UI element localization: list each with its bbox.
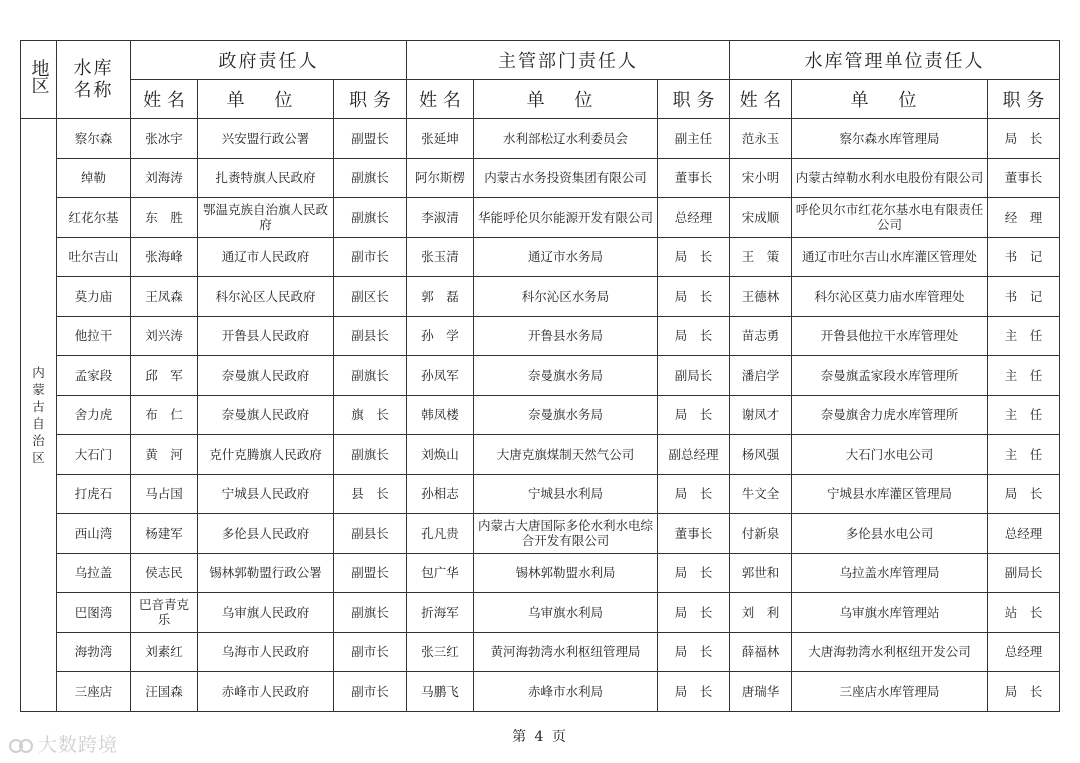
dept-unit: 奈曼旗水务局 bbox=[474, 356, 658, 396]
table-row bbox=[21, 553, 1060, 593]
gov-title: 副县长 bbox=[334, 316, 407, 356]
table-row bbox=[21, 198, 1060, 238]
dept-title: 副总经理 bbox=[658, 435, 730, 475]
mgmt-person-name: 付新泉 bbox=[730, 514, 792, 554]
gov-unit: 乌审旗人民政府 bbox=[198, 593, 334, 633]
watermark-logo-icon bbox=[8, 735, 34, 757]
mgmt-title: 董事长 bbox=[988, 158, 1060, 198]
mgmt-person-name: 苗志勇 bbox=[730, 316, 792, 356]
header-region: 地区 bbox=[21, 41, 57, 119]
dept-title: 局 长 bbox=[658, 237, 730, 277]
region-cell bbox=[21, 119, 57, 712]
table-row bbox=[21, 435, 1060, 475]
mgmt-title: 副局长 bbox=[988, 553, 1060, 593]
gov-title: 副旗长 bbox=[334, 356, 407, 396]
dept-unit: 开鲁县水务局 bbox=[474, 316, 658, 356]
dept-person-name: 马鹏飞 bbox=[407, 672, 474, 712]
dept-title: 局 长 bbox=[658, 277, 730, 317]
mgmt-unit: 呼伦贝尔市红花尔基水电有限责任公司 bbox=[792, 198, 988, 238]
mgmt-unit: 奈曼旗孟家段水库管理所 bbox=[792, 356, 988, 396]
gov-title: 旗 长 bbox=[334, 395, 407, 435]
gov-unit: 克什克腾旗人民政府 bbox=[198, 435, 334, 475]
dept-person-name: 孙凤军 bbox=[407, 356, 474, 396]
gov-unit: 宁城县人民政府 bbox=[198, 474, 334, 514]
gov-unit: 鄂温克族自治旗人民政府 bbox=[198, 198, 334, 238]
mgmt-unit: 通辽市吐尔吉山水库灌区管理处 bbox=[792, 237, 988, 277]
header-department: 主管部门责任人 bbox=[407, 41, 730, 80]
header-gov-name: 姓 名 bbox=[131, 80, 198, 119]
dept-unit: 奈曼旗水务局 bbox=[474, 395, 658, 435]
mgmt-title: 总经理 bbox=[988, 514, 1060, 554]
gov-person-name: 刘兴涛 bbox=[131, 316, 198, 356]
dept-person-name: 包广华 bbox=[407, 553, 474, 593]
mgmt-title: 经 理 bbox=[988, 198, 1060, 238]
dept-unit: 内蒙古大唐国际多伦水利水电综合开发有限公司 bbox=[474, 514, 658, 554]
reservoir-name: 吐尔吉山 bbox=[57, 237, 131, 277]
watermark bbox=[8, 730, 118, 757]
gov-title: 副区长 bbox=[334, 277, 407, 317]
mgmt-title: 主 任 bbox=[988, 356, 1060, 396]
table-row bbox=[21, 395, 1060, 435]
gov-title: 副市长 bbox=[334, 237, 407, 277]
dept-title: 局 长 bbox=[658, 672, 730, 712]
mgmt-unit: 多伦县水电公司 bbox=[792, 514, 988, 554]
mgmt-unit: 开鲁县他拉干水库管理处 bbox=[792, 316, 988, 356]
header-mgmt-unit: 单 位 bbox=[792, 80, 988, 119]
mgmt-unit: 乌拉盖水库管理局 bbox=[792, 553, 988, 593]
mgmt-title: 主 任 bbox=[988, 395, 1060, 435]
dept-unit: 华能呼伦贝尔能源开发有限公司 bbox=[474, 198, 658, 238]
gov-person-name: 布 仁 bbox=[131, 395, 198, 435]
reservoir-name: 巴图湾 bbox=[57, 593, 131, 633]
reservoir-name: 绰勒 bbox=[57, 158, 131, 198]
mgmt-unit: 奈曼旗舍力虎水库管理所 bbox=[792, 395, 988, 435]
reservoir-name: 莫力庙 bbox=[57, 277, 131, 317]
reservoir-name: 孟家段 bbox=[57, 356, 131, 396]
gov-title: 副盟长 bbox=[334, 119, 407, 159]
dept-title: 副主任 bbox=[658, 119, 730, 159]
mgmt-title: 站 长 bbox=[988, 593, 1060, 633]
dept-title: 局 长 bbox=[658, 632, 730, 672]
mgmt-unit: 内蒙古绰勒水利水电股份有限公司 bbox=[792, 158, 988, 198]
header-gov-unit: 单 位 bbox=[198, 80, 334, 119]
dept-unit: 内蒙古水务投资集团有限公司 bbox=[474, 158, 658, 198]
reservoir-name: 舍力虎 bbox=[57, 395, 131, 435]
dept-title: 局 长 bbox=[658, 474, 730, 514]
gov-title: 副旗长 bbox=[334, 198, 407, 238]
gov-title: 副市长 bbox=[334, 672, 407, 712]
table-row bbox=[21, 237, 1060, 277]
mgmt-person-name: 宋小明 bbox=[730, 158, 792, 198]
mgmt-person-name: 薛福林 bbox=[730, 632, 792, 672]
gov-title: 副盟长 bbox=[334, 553, 407, 593]
gov-unit: 锡林郭勒盟行政公署 bbox=[198, 553, 334, 593]
reservoir-name: 海勃湾 bbox=[57, 632, 131, 672]
reservoir-name: 大石门 bbox=[57, 435, 131, 475]
gov-unit: 多伦县人民政府 bbox=[198, 514, 334, 554]
gov-title: 副旗长 bbox=[334, 158, 407, 198]
gov-unit: 开鲁县人民政府 bbox=[198, 316, 334, 356]
gov-title: 副县长 bbox=[334, 514, 407, 554]
gov-person-name: 马占国 bbox=[131, 474, 198, 514]
mgmt-person-name: 王 策 bbox=[730, 237, 792, 277]
mgmt-unit: 乌审旗水库管理站 bbox=[792, 593, 988, 633]
reservoir-name: 察尔森 bbox=[57, 119, 131, 159]
dept-person-name: 折海军 bbox=[407, 593, 474, 633]
mgmt-person-name: 牛文全 bbox=[730, 474, 792, 514]
mgmt-person-name: 潘启学 bbox=[730, 356, 792, 396]
header-management-unit: 水库管理单位责任人 bbox=[730, 41, 1060, 80]
table-row bbox=[21, 316, 1060, 356]
reservoir-name: 三座店 bbox=[57, 672, 131, 712]
mgmt-person-name: 刘 利 bbox=[730, 593, 792, 633]
responsibility-table bbox=[20, 40, 1060, 712]
dept-person-name: 孙 学 bbox=[407, 316, 474, 356]
header-government: 政府责任人 bbox=[131, 41, 407, 80]
dept-unit: 乌审旗水利局 bbox=[474, 593, 658, 633]
gov-person-name: 侯志民 bbox=[131, 553, 198, 593]
gov-title: 副旗长 bbox=[334, 593, 407, 633]
dept-person-name: 张玉清 bbox=[407, 237, 474, 277]
gov-person-name: 刘海涛 bbox=[131, 158, 198, 198]
mgmt-title: 总经理 bbox=[988, 632, 1060, 672]
header-reservoir-name: 水库名称 bbox=[57, 41, 131, 119]
gov-unit: 通辽市人民政府 bbox=[198, 237, 334, 277]
mgmt-person-name: 唐瑞华 bbox=[730, 672, 792, 712]
dept-unit: 锡林郭勒盟水利局 bbox=[474, 553, 658, 593]
dept-title: 局 长 bbox=[658, 316, 730, 356]
watermark-text: 大数跨境 bbox=[38, 734, 119, 756]
gov-title: 县 长 bbox=[334, 474, 407, 514]
dept-title: 董事长 bbox=[658, 514, 730, 554]
mgmt-unit: 大唐海勃湾水利枢纽开发公司 bbox=[792, 632, 988, 672]
header-dept-name: 姓 名 bbox=[407, 80, 474, 119]
mgmt-title: 局 长 bbox=[988, 672, 1060, 712]
table-row bbox=[21, 119, 1060, 159]
reservoir-name: 打虎石 bbox=[57, 474, 131, 514]
mgmt-title: 主 任 bbox=[988, 435, 1060, 475]
mgmt-person-name: 杨风强 bbox=[730, 435, 792, 475]
gov-unit: 奈曼旗人民政府 bbox=[198, 356, 334, 396]
page-number: 第 4 页 bbox=[512, 729, 568, 745]
gov-person-name: 刘素红 bbox=[131, 632, 198, 672]
gov-person-name: 杨建军 bbox=[131, 514, 198, 554]
dept-title: 局 长 bbox=[658, 553, 730, 593]
mgmt-title: 书 记 bbox=[988, 277, 1060, 317]
gov-person-name: 黄 河 bbox=[131, 435, 198, 475]
dept-person-name: 孙相志 bbox=[407, 474, 474, 514]
gov-person-name: 张海峰 bbox=[131, 237, 198, 277]
table-row bbox=[21, 356, 1060, 396]
dept-person-name: 孔凡贵 bbox=[407, 514, 474, 554]
mgmt-title: 主 任 bbox=[988, 316, 1060, 356]
table-row bbox=[21, 158, 1060, 198]
region-text: 内蒙古自治区 bbox=[32, 364, 45, 465]
dept-person-name: 张三红 bbox=[407, 632, 474, 672]
header-dept-unit: 单 位 bbox=[474, 80, 658, 119]
dept-unit: 赤峰市水利局 bbox=[474, 672, 658, 712]
header-mgmt-title: 职 务 bbox=[988, 80, 1060, 119]
gov-unit: 扎赉特旗人民政府 bbox=[198, 158, 334, 198]
mgmt-unit: 宁城县水库灌区管理局 bbox=[792, 474, 988, 514]
mgmt-person-name: 王德林 bbox=[730, 277, 792, 317]
gov-person-name: 张冰宇 bbox=[131, 119, 198, 159]
table-row bbox=[21, 474, 1060, 514]
gov-title: 副旗长 bbox=[334, 435, 407, 475]
gov-unit: 兴安盟行政公署 bbox=[198, 119, 334, 159]
mgmt-title: 局 长 bbox=[988, 474, 1060, 514]
dept-title: 局 长 bbox=[658, 395, 730, 435]
gov-title: 副市长 bbox=[334, 632, 407, 672]
gov-person-name: 王凤森 bbox=[131, 277, 198, 317]
table-row bbox=[21, 514, 1060, 554]
mgmt-unit: 大石门水电公司 bbox=[792, 435, 988, 475]
dept-person-name: 阿尔斯楞 bbox=[407, 158, 474, 198]
gov-person-name: 汪国森 bbox=[131, 672, 198, 712]
reservoir-name: 他拉干 bbox=[57, 316, 131, 356]
table-row bbox=[21, 632, 1060, 672]
gov-person-name: 邱 军 bbox=[131, 356, 198, 396]
dept-title: 局 长 bbox=[658, 593, 730, 633]
dept-person-name: 张延坤 bbox=[407, 119, 474, 159]
table-row bbox=[21, 277, 1060, 317]
header-gov-title: 职 务 bbox=[334, 80, 407, 119]
dept-unit: 大唐克旗煤制天然气公司 bbox=[474, 435, 658, 475]
dept-person-name: 李淑清 bbox=[407, 198, 474, 238]
mgmt-unit: 科尔沁区莫力庙水库管理处 bbox=[792, 277, 988, 317]
reservoir-name: 乌拉盖 bbox=[57, 553, 131, 593]
mgmt-title: 局 长 bbox=[988, 119, 1060, 159]
reservoir-name: 红花尔基 bbox=[57, 198, 131, 238]
reservoir-name: 西山湾 bbox=[57, 514, 131, 554]
dept-unit: 宁城县水利局 bbox=[474, 474, 658, 514]
header-dept-title: 职 务 bbox=[658, 80, 730, 119]
mgmt-person-name: 范永玉 bbox=[730, 119, 792, 159]
dept-unit: 水利部松辽水利委员会 bbox=[474, 119, 658, 159]
dept-unit: 黄河海勃湾水利枢纽管理局 bbox=[474, 632, 658, 672]
header-mgmt-name: 姓 名 bbox=[730, 80, 792, 119]
gov-person-name: 东 胜 bbox=[131, 198, 198, 238]
mgmt-unit: 察尔森水库管理局 bbox=[792, 119, 988, 159]
dept-title: 董事长 bbox=[658, 158, 730, 198]
mgmt-person-name: 宋成顺 bbox=[730, 198, 792, 238]
dept-person-name: 韩凤楼 bbox=[407, 395, 474, 435]
mgmt-person-name: 谢凤才 bbox=[730, 395, 792, 435]
dept-unit: 通辽市水务局 bbox=[474, 237, 658, 277]
mgmt-person-name: 郭世和 bbox=[730, 553, 792, 593]
dept-person-name: 刘焕山 bbox=[407, 435, 474, 475]
dept-person-name: 郭 磊 bbox=[407, 277, 474, 317]
dept-title: 总经理 bbox=[658, 198, 730, 238]
gov-person-name: 巴音青克乐 bbox=[131, 593, 198, 633]
dept-unit: 科尔沁区水务局 bbox=[474, 277, 658, 317]
gov-unit: 赤峰市人民政府 bbox=[198, 672, 334, 712]
gov-unit: 奈曼旗人民政府 bbox=[198, 395, 334, 435]
gov-unit: 乌海市人民政府 bbox=[198, 632, 334, 672]
gov-unit: 科尔沁区人民政府 bbox=[198, 277, 334, 317]
table-row bbox=[21, 672, 1060, 712]
mgmt-unit: 三座店水库管理局 bbox=[792, 672, 988, 712]
table-row bbox=[21, 593, 1060, 633]
mgmt-title: 书 记 bbox=[988, 237, 1060, 277]
dept-title: 副局长 bbox=[658, 356, 730, 396]
